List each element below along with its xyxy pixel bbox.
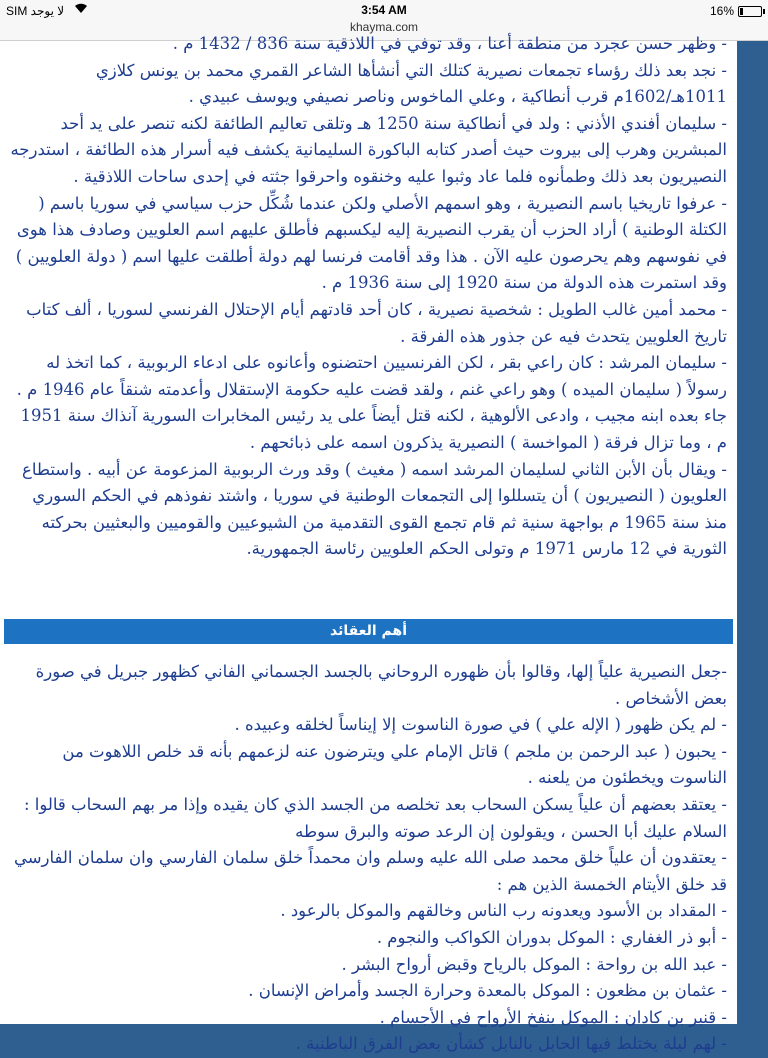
paragraph: -جعل النصيرية علياً إلها، وقالوا بأن ظهوره الروحاني بالجسد الجسماني الفاني كظهور جبريل في صورة بعض الأشخاص . [35, 662, 727, 708]
paragraph: - عرفوا تاريخيا باسم النصيرية ، وهو اسمهم الأصلي ولكن عندما شُكِّل حزب سياسي في سوريا باسم ( الكتلة الوطنية ) أراد الحزب أن يقرب النصيرية إليه ليكسبهم فأطلق عليهم اسم العلويين وصادف هذا هوى في نفوسهم وهم يحرصون عليه الآن . هذا وقد أقامت فرنسا لهم دولة أطلقت عليها اسم ( دولة العلويين ) وقد استمرت هذه الدولة من سنة 1920 إلى سنة 1936 م . [15, 193, 727, 293]
paragraph: - لم يكن ظهور ( الإله علي ) في صورة الناسوت إلا إيناساً لخلقه وعبيده . [234, 715, 727, 735]
battery-percent: 16% [710, 4, 735, 18]
paragraph: - نجد بعد ذلك رؤساء تجمعات نصيرية كتلك التي أنشأها الشاعر القمري محمد بن يونس كلازي 1011هـ/1602م قرب أنطاكية ، وعلي الماخوس وناصر نصيفي ويوسف عبيدي . [95, 60, 727, 107]
paragraph: - أبو ذر الغفاري : الموكل بدوران الكواكب والنجوم . [376, 927, 727, 947]
history-section [0, 31, 737, 563]
battery-icon [738, 6, 762, 17]
paragraph: - يعتقد بعضهم أن علياً يسكن السحاب بعد تخلصه من الجسد الذي كان يقيده وإذا مر بهم السحاب قالوا : السلام عليك أبا الحسن ، ويقولون إن الرعد صوته والبرق سوطه [23, 794, 727, 841]
page-side-border [737, 41, 768, 1024]
paragraph: - سليمان أفندي الأذني : ولد في أنطاكية سنة 1250 هـ وتلقى تعاليم الطائفة لكنه تنصر على يد أحد المبشرين وهرب إلى بيروت حيث أصدر كتابه الباكورة السليمانية يكشف فيه أسرار هذه الطائفة ، استدرجه النصيريون بعد ذلك وطمأنوه فلما عاد وثبوا عليه وخنقوه واحرقوا جثته في إحدى ساحات اللاذقية . [10, 113, 727, 186]
clock: 3:54 AM [361, 3, 407, 17]
beliefs-section [0, 659, 737, 1058]
url-label[interactable]: khayma.com [349, 20, 419, 34]
article-page[interactable] [0, 34, 737, 1054]
paragraph: - وظهر حسن عجرد من منطقة أعنا ، وقد توفي في اللاذقية سنة 836 / 1432 م . [172, 34, 727, 53]
paragraph: - قنبر بن كادان : الموكل بنفخ الأرواح في الأجسام . [379, 1007, 727, 1027]
paragraph: - ويقال بأن الأبن الثاني لسليمان المرشد اسمه ( مغيث ) وقد ورث الربوبية المزعومة عن أبيه . واستطاع العلويون ( النصيريون ) أن يتسللوا إلى التجمعات الوطنية في سوريا ، واشتد نفوذهم في الحكم السوري منذ سنة 1965 م بواجهة سنية ثم قام تجمع القوى التقدمية من الشيوعيين والقوميين والبعثيين بحركته الثورية في 12 مارس 1971 م وتولى الحكم العلويين رئاسة الجمهورية. [22, 459, 727, 559]
paragraph: - يحبون ( عبد الرحمن بن ملجم ) قاتل الإمام علي ويترضون عنه لزعمهم بأنه قد خلص اللاهوت من الناسوت ويخطئون من يلعنه . [62, 741, 727, 788]
paragraph: - عبد الله بن رواحة : الموكل بالرياح وقبض أرواح البشر . [341, 954, 727, 974]
paragraph: - سليمان المرشد : كان راعي بقر ، لكن الفرنسيين احتضنوه وأعانوه على ادعاء الربوبية ، كما اتخذ له رسولاً ( سليمان الميده ) وهو راعي غنم ، ولقد قضت عليه حكومة الإستقلال وأعدمته شنقاً عام 1946 م . [16, 353, 727, 399]
section-heading-bar: أهم العقائد [4, 619, 733, 644]
carrier-label: SIM لا يوجد [6, 4, 65, 18]
paragraph: - محمد أمين غالب الطويل : شخصية نصيرية ، كان أحد قادتهم أيام الإحتلال الفرنسي لسوريا ، ألف كتاب تاريخ العلويين يتحدث فيه عن جذور هذه الفرقة . [26, 299, 727, 346]
battery-fill [740, 8, 743, 15]
paragraph: - المقداد بن الأسود ويعدونه رب الناس وخالقهم والموكل بالرعود . [280, 901, 727, 921]
paragraph: - عثمان بن مظعون : الموكل بالمعدة وحرارة الجسد وأمراض الإنسان . [248, 981, 727, 1001]
paragraph: جاء بعده ابنه مجيب ، وادعى الألوهية ، لكنه قتل أيضاً على يد رئيس المخابرات السورية آنذاك سنة 1951 م ، وما تزال فرقة ( المواخسة ) النصيرية يذكرون اسمه على ذبائحهم . [20, 406, 727, 452]
paragraph: - يعتقدون أن علياً خلق محمد صلى الله عليه وسلم وان محمداً خلق سلمان الفارسي وان سلمان الفارسي قد خلق الأيتام الخمسة الذين هم : [13, 848, 727, 894]
paragraph: - لهم ليلة يختلط فيها الحابل بالنابل كشأن بعض الفرق الباطنية . [295, 1034, 727, 1054]
